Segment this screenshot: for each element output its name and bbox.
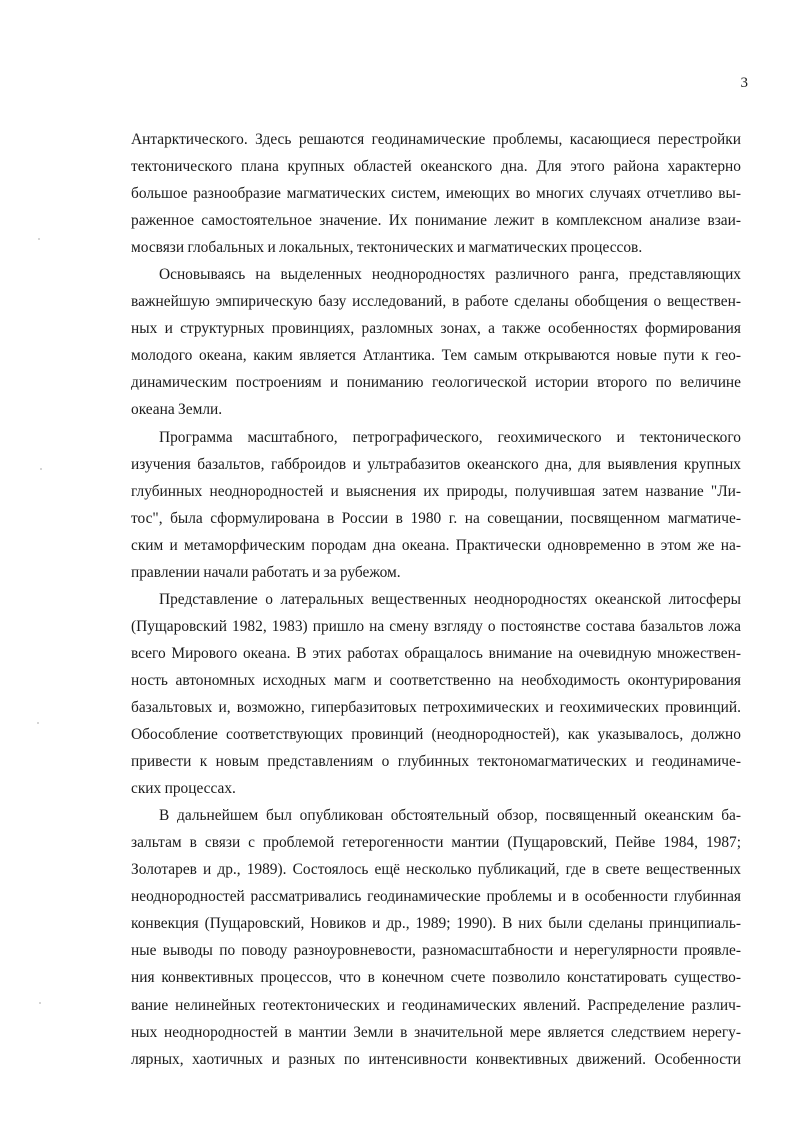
text-line: тектонического плана крупных областей океанского дна. Для этого района характерно <box>131 158 741 176</box>
text-line: привести к новым представлениям о глубинных тектономагматических и геодинамиче- <box>131 753 741 771</box>
text-line: неоднородностей рассматривались геодинамические проблемы и в особенности глубинная <box>131 888 741 906</box>
text-line: базальтовых и, возможно, гипербазитовых петрохимических и геохимических провинций. <box>131 698 741 716</box>
text-line: изучения базальтов, габброидов и ультрабазитов океанского дна, для выявления крупных <box>131 455 741 473</box>
text-line: (Пущаровский 1982, 1983) пришло на смену взгляду о постоянстве состава базальтов ложа <box>131 617 741 635</box>
body-text <box>131 126 741 1073</box>
text-line: ность автономных исходных магм и соответственно на необходимость оконтурирования <box>131 671 741 689</box>
text-line: мосвязи глобальных и локальных, тектонических и магматических процессов. <box>131 239 643 257</box>
text-line: Антарктического. Здесь решаются геодинамические проблемы, касающиеся перестройки <box>131 131 741 148</box>
text-line: конвекция (Пущаровский, Новиков и др., 1989; 1990). В них были сделаны принципиаль- <box>131 915 741 933</box>
text-line: ных неоднородностей в мантии Земли в значительной мере является следствием нерегу- <box>131 1023 741 1041</box>
text-line: Обособление соответствующих провинций (неоднородностей), как указывалось, должно <box>131 726 741 744</box>
text-line: ния конвективных процессов, что в конечном счете позволило констатировать существо- <box>131 969 741 987</box>
text-line: зальтам в связи с проблемой гетерогенности мантии (Пущаровский, Пейве 1984, 1987; <box>131 834 741 852</box>
scan-speck <box>40 468 42 470</box>
text-line: тос", была сформулирована в России в 1980 г. на совещании, посвященном магматиче- <box>131 509 741 527</box>
text-line: раженное самостоятельное значение. Их понимание лежит в комплексном анализе взаи- <box>131 212 741 230</box>
text-line: глубинных неоднородностей и выяснения их природы, получившая затем название "Ли- <box>131 482 741 500</box>
text-line: ные выводы по поводу разноуровневости, разномасштабности и нерегулярности проявле- <box>131 942 741 960</box>
text-line: динамическим построениям и пониманию геологической истории второго по величине <box>131 374 741 392</box>
text-line: лярных, хаотичных и разных по интенсивности конвективных движений. Особенности <box>131 1050 741 1068</box>
text-line: Программа масштабного, петрографического, геохимического и тектонического <box>159 428 741 446</box>
text-line: В дальнейшем был опубликован обстоятельный обзор, посвященный океанским ба- <box>159 807 741 825</box>
text-line: океана Земли. <box>131 401 223 419</box>
text-line: всего Мирового океана. В этих работах обращалось внимание на очевидную множествен- <box>131 644 741 662</box>
text-line: большое разнообразие магматических систем, имеющих во многих случаях отчетливо вы- <box>131 185 741 203</box>
text-line: ных и структурных провинциях, разломных зонах, а также особенностях формирования <box>131 320 741 338</box>
scan-speck <box>39 1002 41 1004</box>
text-line: молодого океана, каким является Атлантика. Тем самым открываются новые пути к гео- <box>131 347 741 365</box>
text-line: Золотарев и др., 1989). Состоялось ещё несколько публикаций, где в свете вещественных <box>131 861 741 879</box>
text-line: ским и метаморфическим породам дна океана. Практически одновременно в этом же на- <box>131 536 741 554</box>
text-line: Представление о латеральных вещественных неоднородностях океанской литосферы <box>159 590 741 608</box>
scan-speck <box>38 238 40 240</box>
scan-speck <box>37 722 39 724</box>
page-number: 3 <box>740 75 748 91</box>
text-line: ских процессах. <box>131 780 236 798</box>
text-line: Основываясь на выделенных неоднородностях различного ранга, представляющих <box>159 266 741 284</box>
text-line: вание нелинейных геотектонических и геодинамических явлений. Распределение различ- <box>131 996 741 1014</box>
text-line: правлении начали работать и за рубежом. <box>131 563 401 581</box>
text-line: важнейшую эмпирическую базу исследований, в работе сделаны обобщения о веществен- <box>131 293 741 311</box>
